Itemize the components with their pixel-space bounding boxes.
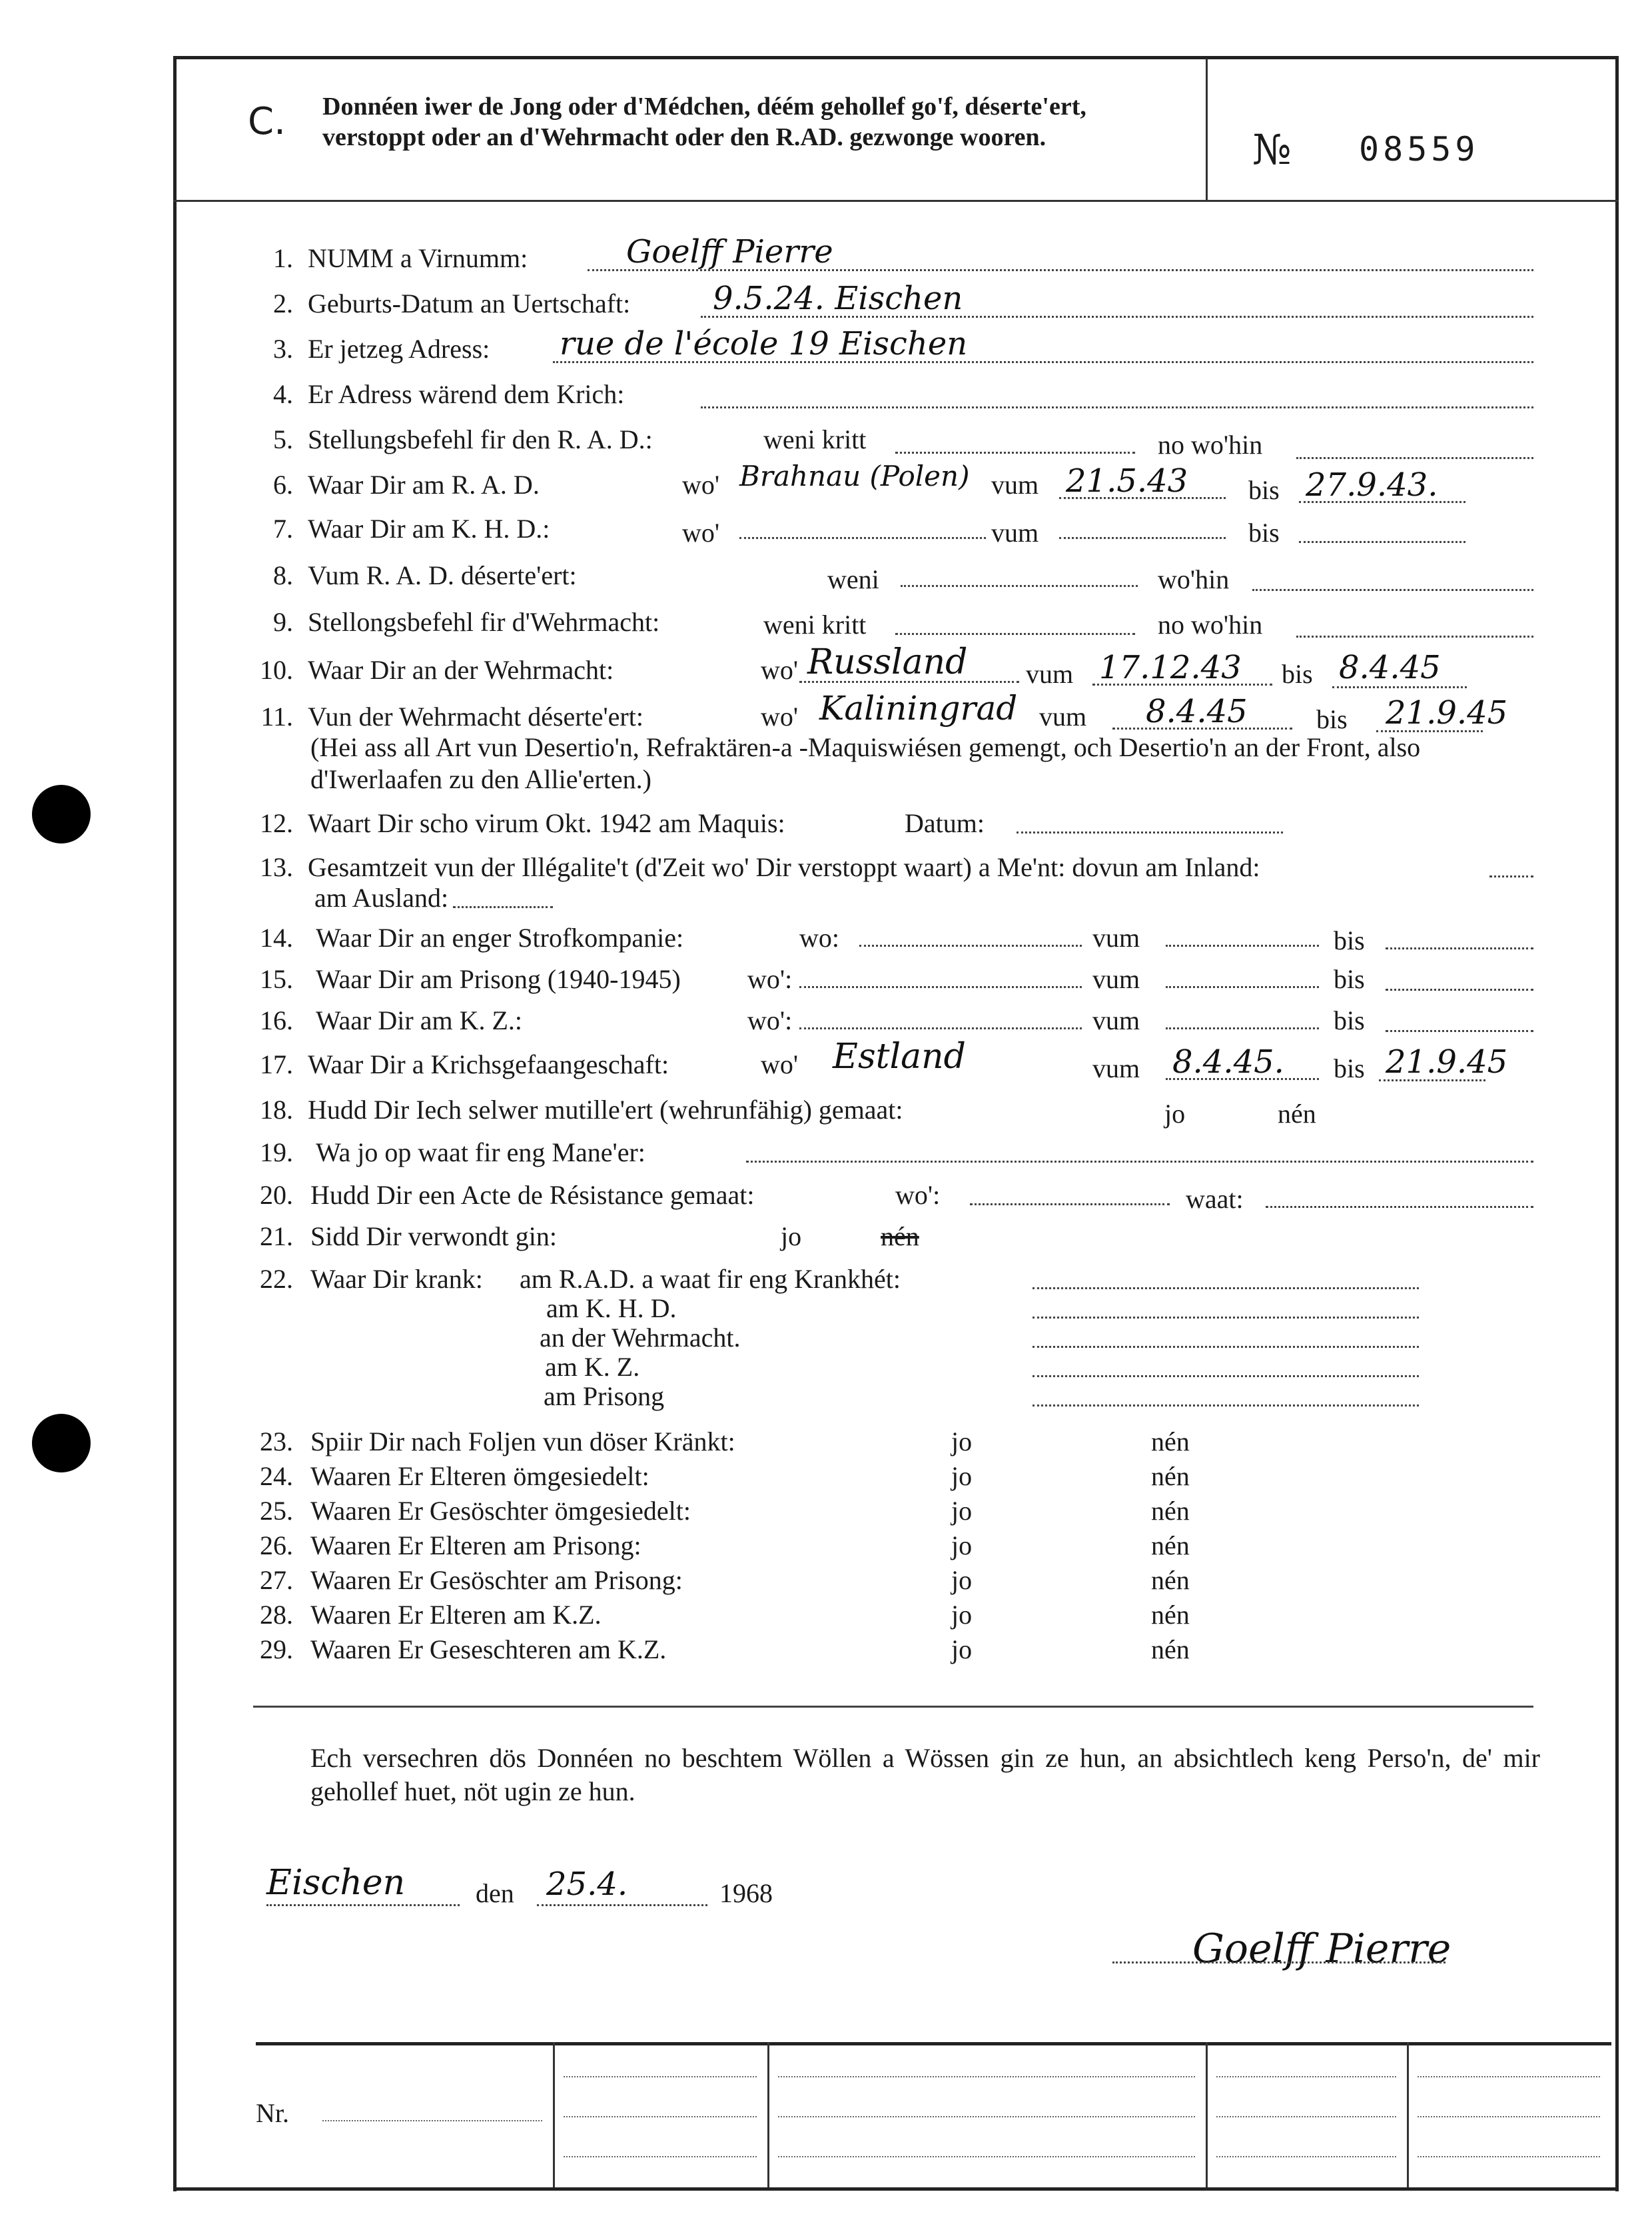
field-line xyxy=(1032,1404,1419,1406)
field-line xyxy=(1166,1027,1319,1029)
handwritten-birth: 9.5.24. Eischen xyxy=(713,280,963,317)
punch-hole-bottom xyxy=(32,1414,91,1472)
wohin-label: no wo'hin xyxy=(1158,610,1263,640)
bis-label: bis xyxy=(1316,704,1348,734)
illness-wehrmacht: an der Wehrmacht. xyxy=(540,1323,741,1353)
row-number: 20. xyxy=(260,1180,293,1210)
footer-field xyxy=(1216,2116,1396,2117)
row-number: 6. xyxy=(273,470,293,500)
signature-line xyxy=(1112,1961,1446,1963)
row-label: Waar Dir am K. Z.: xyxy=(316,1005,522,1035)
row-number: 18. xyxy=(260,1095,293,1125)
field-line xyxy=(1296,457,1533,459)
jo-option: jo xyxy=(951,1496,973,1526)
field-line xyxy=(1112,728,1292,730)
row-label: Waaren Er Elteren ömgesiedelt: xyxy=(310,1461,649,1491)
handwritten-date: 25.4. xyxy=(546,1866,628,1903)
vum-label: vum xyxy=(1039,702,1087,732)
vum-label: vum xyxy=(991,518,1039,548)
nen-option: nén xyxy=(1151,1634,1190,1664)
field-line xyxy=(1252,589,1533,591)
jo-option: jo xyxy=(951,1600,973,1630)
vum-label: vum xyxy=(1092,923,1140,953)
footer-field xyxy=(778,2116,1195,2117)
declaration-text: Ech versechren dös Donnéen no beschtem Wöllen a Wössen gin ze hun, an absichtlech keng Perso'n, de' mir gehollef huet, nöt ugin ze hun. xyxy=(310,1743,1540,1806)
field-line xyxy=(453,906,553,908)
signature: Goelff Pierre xyxy=(1192,1926,1451,1972)
handwritten-rad-place: Brahnau (Polen) xyxy=(739,460,970,492)
illness-prisong: am Prisong xyxy=(544,1381,665,1411)
nen-option: nén xyxy=(1151,1496,1190,1526)
field-line xyxy=(895,633,1135,635)
row-number: 25. xyxy=(260,1496,293,1526)
handwritten-name: Goelff Pierre xyxy=(626,233,833,271)
wohin-label: no wo'hin xyxy=(1158,430,1263,460)
nen-option: nén xyxy=(1151,1426,1190,1456)
row-label: Waar Dir krank: xyxy=(310,1264,483,1294)
vum-label: vum xyxy=(1026,659,1074,689)
row-label: Waaren Er Geseschteren am K.Z. xyxy=(310,1634,667,1664)
vum-label: vum xyxy=(991,470,1039,500)
field-line xyxy=(739,537,986,539)
wo-label: wo': xyxy=(747,964,793,994)
footer-field xyxy=(1216,2076,1396,2077)
handwritten-captivity-from: 8.4.45. xyxy=(1172,1043,1284,1081)
row-label: Waaren Er Gesöschter ömgesiedelt: xyxy=(310,1496,691,1526)
nen-option: nén xyxy=(1151,1565,1190,1595)
field-line xyxy=(895,452,1135,454)
field-line xyxy=(537,1904,707,1906)
nen-option: nén xyxy=(1151,1461,1190,1491)
footer-column-divider xyxy=(1206,2042,1208,2189)
den-label: den xyxy=(476,1878,514,1908)
row-label: Waaren Er Elteren am K.Z. xyxy=(310,1600,602,1630)
footer-field xyxy=(322,2120,542,2121)
handwritten-address: rue de l'école 19 Eischen xyxy=(560,325,968,362)
number-label: № xyxy=(1252,125,1292,174)
nen-option: nén xyxy=(1151,1600,1190,1630)
jo-option: jo xyxy=(951,1634,973,1664)
row-label: Waar Dir an enger Strofkompanie: xyxy=(316,923,684,953)
field-line xyxy=(1166,945,1319,947)
jo-option: jo xyxy=(1164,1099,1186,1129)
row-label: Waar Dir a Krichsgefaangeschaft: xyxy=(308,1049,669,1079)
field-line xyxy=(1092,684,1272,686)
footer-field xyxy=(564,2116,757,2117)
handwritten-captivity-to: 21.9.45 xyxy=(1386,1043,1508,1081)
row-label: Waaren Er Elteren am Prisong: xyxy=(310,1530,641,1560)
row-number: 17. xyxy=(260,1049,293,1079)
waat-label: waat: xyxy=(1186,1184,1244,1214)
field-line xyxy=(1032,1375,1419,1377)
row-label: Vum R. A. D. déserte'ert: xyxy=(308,560,577,590)
handwritten-wehrmacht-to: 8.4.45 xyxy=(1339,649,1441,686)
footer-field xyxy=(564,2156,757,2157)
row-number: 4. xyxy=(273,379,293,409)
footer-column-divider xyxy=(553,2042,555,2189)
illness-kz: am K. Z. xyxy=(545,1352,640,1382)
row-label: Waar Dir am K. H. D.: xyxy=(308,514,550,544)
illness-khd: am K. H. D. xyxy=(546,1293,677,1323)
field-line xyxy=(1332,686,1467,688)
footer-field xyxy=(778,2156,1195,2157)
field-line xyxy=(1386,947,1533,949)
nen-option-struck: nén xyxy=(881,1221,919,1251)
handwritten-desertion-from: 8.4.45 xyxy=(1146,693,1248,730)
field-line xyxy=(901,585,1138,587)
field-line xyxy=(799,681,1019,683)
wo-label: wo' xyxy=(761,1049,799,1079)
jo-option: jo xyxy=(951,1565,973,1595)
field-line xyxy=(701,406,1533,408)
jo-option: jo xyxy=(951,1530,973,1560)
section-letter: C. xyxy=(248,100,286,143)
form-number: 08559 xyxy=(1359,130,1479,169)
field-line xyxy=(1299,501,1465,503)
row-number: 10. xyxy=(260,655,293,685)
handwritten-rad-from: 21.5.43 xyxy=(1066,462,1188,500)
row-number: 14. xyxy=(260,923,293,953)
year-label: 1968 xyxy=(719,1878,773,1908)
field-line xyxy=(1386,989,1533,991)
row-label: Gesamtzeit vun der Illégalite't (d'Zeit wo' Dir verstoppt waart) a Me'nt: dovun am Inland: xyxy=(308,852,1260,882)
field-line xyxy=(1166,1078,1319,1080)
weni-label: weni kritt xyxy=(763,424,867,454)
punch-hole-top xyxy=(32,785,91,843)
row-number: 3. xyxy=(273,334,293,364)
row-label: Stellungsbefehl fir den R. A. D.: xyxy=(308,424,653,454)
row-label: Geburts-Datum an Uertschaft: xyxy=(308,288,631,318)
wo-label: wo' xyxy=(682,518,720,548)
field-line xyxy=(799,986,1082,988)
row-number: 26. xyxy=(260,1530,293,1560)
footer-field xyxy=(778,2076,1195,2077)
row-number: 11. xyxy=(260,702,293,732)
field-line xyxy=(970,1203,1170,1205)
weni-label: weni kritt xyxy=(763,610,867,640)
row-number: 19. xyxy=(260,1137,293,1167)
bis-label: bis xyxy=(1334,1053,1365,1083)
jo-option: jo xyxy=(951,1426,973,1456)
row-label: Waaren Er Gesöschter am Prisong: xyxy=(310,1565,683,1595)
row-label: NUMM a Virnumm: xyxy=(308,243,528,273)
handwritten-desertion-to: 21.9.45 xyxy=(1386,694,1508,732)
nr-label: Nr. xyxy=(256,2098,289,2128)
wohin-label: wo'hin xyxy=(1158,564,1230,594)
row-label: Er Adress wärend dem Krich: xyxy=(308,379,625,409)
row-label: Spiir Dir nach Foljen vun döser Kränkt: xyxy=(310,1426,735,1456)
row-number: 1. xyxy=(273,243,293,273)
bis-label: bis xyxy=(1282,659,1313,689)
footer-field xyxy=(564,2076,757,2077)
handwritten-desertion-place: Kaliningrad xyxy=(819,689,1018,728)
nen-option: nén xyxy=(1151,1530,1190,1560)
field-line xyxy=(1379,1079,1485,1081)
footer-column-divider xyxy=(1407,2042,1409,2189)
form-title: Donnéen iwer de Jong oder d'Médchen, déém gehollef go'f, déserte'ert, verstoppt oder an d'Wehrmacht oder den R.AD. gezwonge wooren. xyxy=(322,93,1086,151)
bis-label: bis xyxy=(1334,964,1365,994)
bis-label: bis xyxy=(1334,925,1365,955)
row-number: 15. xyxy=(260,964,293,994)
footer-field xyxy=(1418,2076,1600,2077)
row-number: 27. xyxy=(260,1565,293,1595)
header-divider xyxy=(173,200,1619,202)
row-number: 8. xyxy=(273,560,293,590)
field-line xyxy=(1017,831,1283,833)
field-line xyxy=(266,1904,460,1906)
footer-field xyxy=(1418,2156,1600,2157)
row-label: Sidd Dir verwondt gin: xyxy=(310,1221,557,1251)
row-label: Hudd Dir Iech selwer mutille'ert (wehrunfähig) gemaat: xyxy=(308,1095,903,1125)
bis-label: bis xyxy=(1334,1005,1365,1035)
field-line xyxy=(1032,1346,1419,1348)
footer-field xyxy=(1216,2156,1396,2157)
row-label: Stellongsbefehl fir d'Wehrmacht: xyxy=(308,607,660,637)
row11-note: (Hei ass all Art vun Desertio'n, Refraktären-a -Maquiswiésen gemengt, och Desertio'n an der Front, also d'Iwerlaafen zu den Allie'erten.) xyxy=(310,732,1421,794)
datum-label: Datum: xyxy=(905,808,985,838)
row-label: Waar Dir am Prisong (1940-1945) xyxy=(316,964,681,994)
row13-second: am Ausland: xyxy=(314,883,449,913)
jo-option: jo xyxy=(781,1221,802,1251)
row-number: 16. xyxy=(260,1005,293,1035)
row-number: 28. xyxy=(260,1600,293,1630)
row-label: Vun der Wehrmacht déserte'ert: xyxy=(308,702,643,732)
field-line xyxy=(799,1027,1082,1029)
handwritten-place: Eischen xyxy=(266,1863,406,1903)
header-vertical-divider xyxy=(1206,59,1208,200)
field-line xyxy=(1166,986,1319,988)
field-line xyxy=(1266,1206,1533,1208)
row-label: Hudd Dir een Acte de Résistance gemaat: xyxy=(310,1180,755,1210)
handwritten-wehrmacht-place: Russland xyxy=(807,642,968,682)
field-line xyxy=(1296,636,1533,638)
field-line xyxy=(1059,497,1226,499)
row-label: Waar Dir an der Wehrmacht: xyxy=(308,655,614,685)
wo-label: wo': xyxy=(895,1180,941,1210)
row-label: Waart Dir scho virum Okt. 1942 am Maquis: xyxy=(308,808,785,838)
wo-label: wo': xyxy=(747,1005,793,1035)
row-number: 24. xyxy=(260,1461,293,1491)
row-number: 13. xyxy=(260,852,293,882)
field-line xyxy=(859,945,1082,947)
illness-rad: am R.A.D. a waat fir eng Krankhét: xyxy=(520,1264,901,1294)
row-number: 21. xyxy=(260,1221,293,1251)
wo-label: wo' xyxy=(682,470,720,500)
footer-field xyxy=(1418,2116,1600,2117)
row-number: 23. xyxy=(260,1426,293,1456)
field-line xyxy=(1489,875,1533,877)
row-label: Er jetzeg Adress: xyxy=(308,334,490,364)
row-number: 12. xyxy=(260,808,293,838)
wo-label: wo' xyxy=(761,702,799,732)
handwritten-captivity-place: Estland xyxy=(833,1037,966,1077)
bis-label: bis xyxy=(1248,475,1280,505)
row-number: 22. xyxy=(260,1264,293,1294)
row-number: 29. xyxy=(260,1634,293,1664)
vum-label: vum xyxy=(1092,1005,1140,1035)
weni-label: weni xyxy=(827,564,879,594)
row-number: 5. xyxy=(273,424,293,454)
bis-label: bis xyxy=(1248,518,1280,548)
handwritten-rad-to: 27.9.43. xyxy=(1306,466,1438,504)
vum-label: vum xyxy=(1092,1053,1140,1083)
footer-column-divider xyxy=(767,2042,769,2189)
field-line xyxy=(1032,1287,1419,1289)
field-line xyxy=(1299,541,1465,543)
jo-option: jo xyxy=(951,1461,973,1491)
field-line xyxy=(1059,537,1226,539)
row-number: 9. xyxy=(273,607,293,637)
field-line xyxy=(1032,1317,1419,1319)
row-number: 7. xyxy=(273,514,293,544)
row-number: 2. xyxy=(273,288,293,318)
section-separator xyxy=(253,1706,1533,1708)
vum-label: vum xyxy=(1092,964,1140,994)
wo-label: wo: xyxy=(799,923,839,953)
bottom-border xyxy=(173,2187,1619,2191)
row-label: Wa jo op waat fir eng Mane'er: xyxy=(316,1137,645,1167)
field-line xyxy=(1386,1030,1533,1032)
handwritten-wehrmacht-from: 17.12.43 xyxy=(1099,649,1242,686)
wo-label: wo' xyxy=(761,655,799,685)
field-line xyxy=(746,1161,1533,1163)
row-label: Waar Dir am R. A. D. xyxy=(308,470,540,500)
nen-option: nén xyxy=(1278,1099,1316,1129)
